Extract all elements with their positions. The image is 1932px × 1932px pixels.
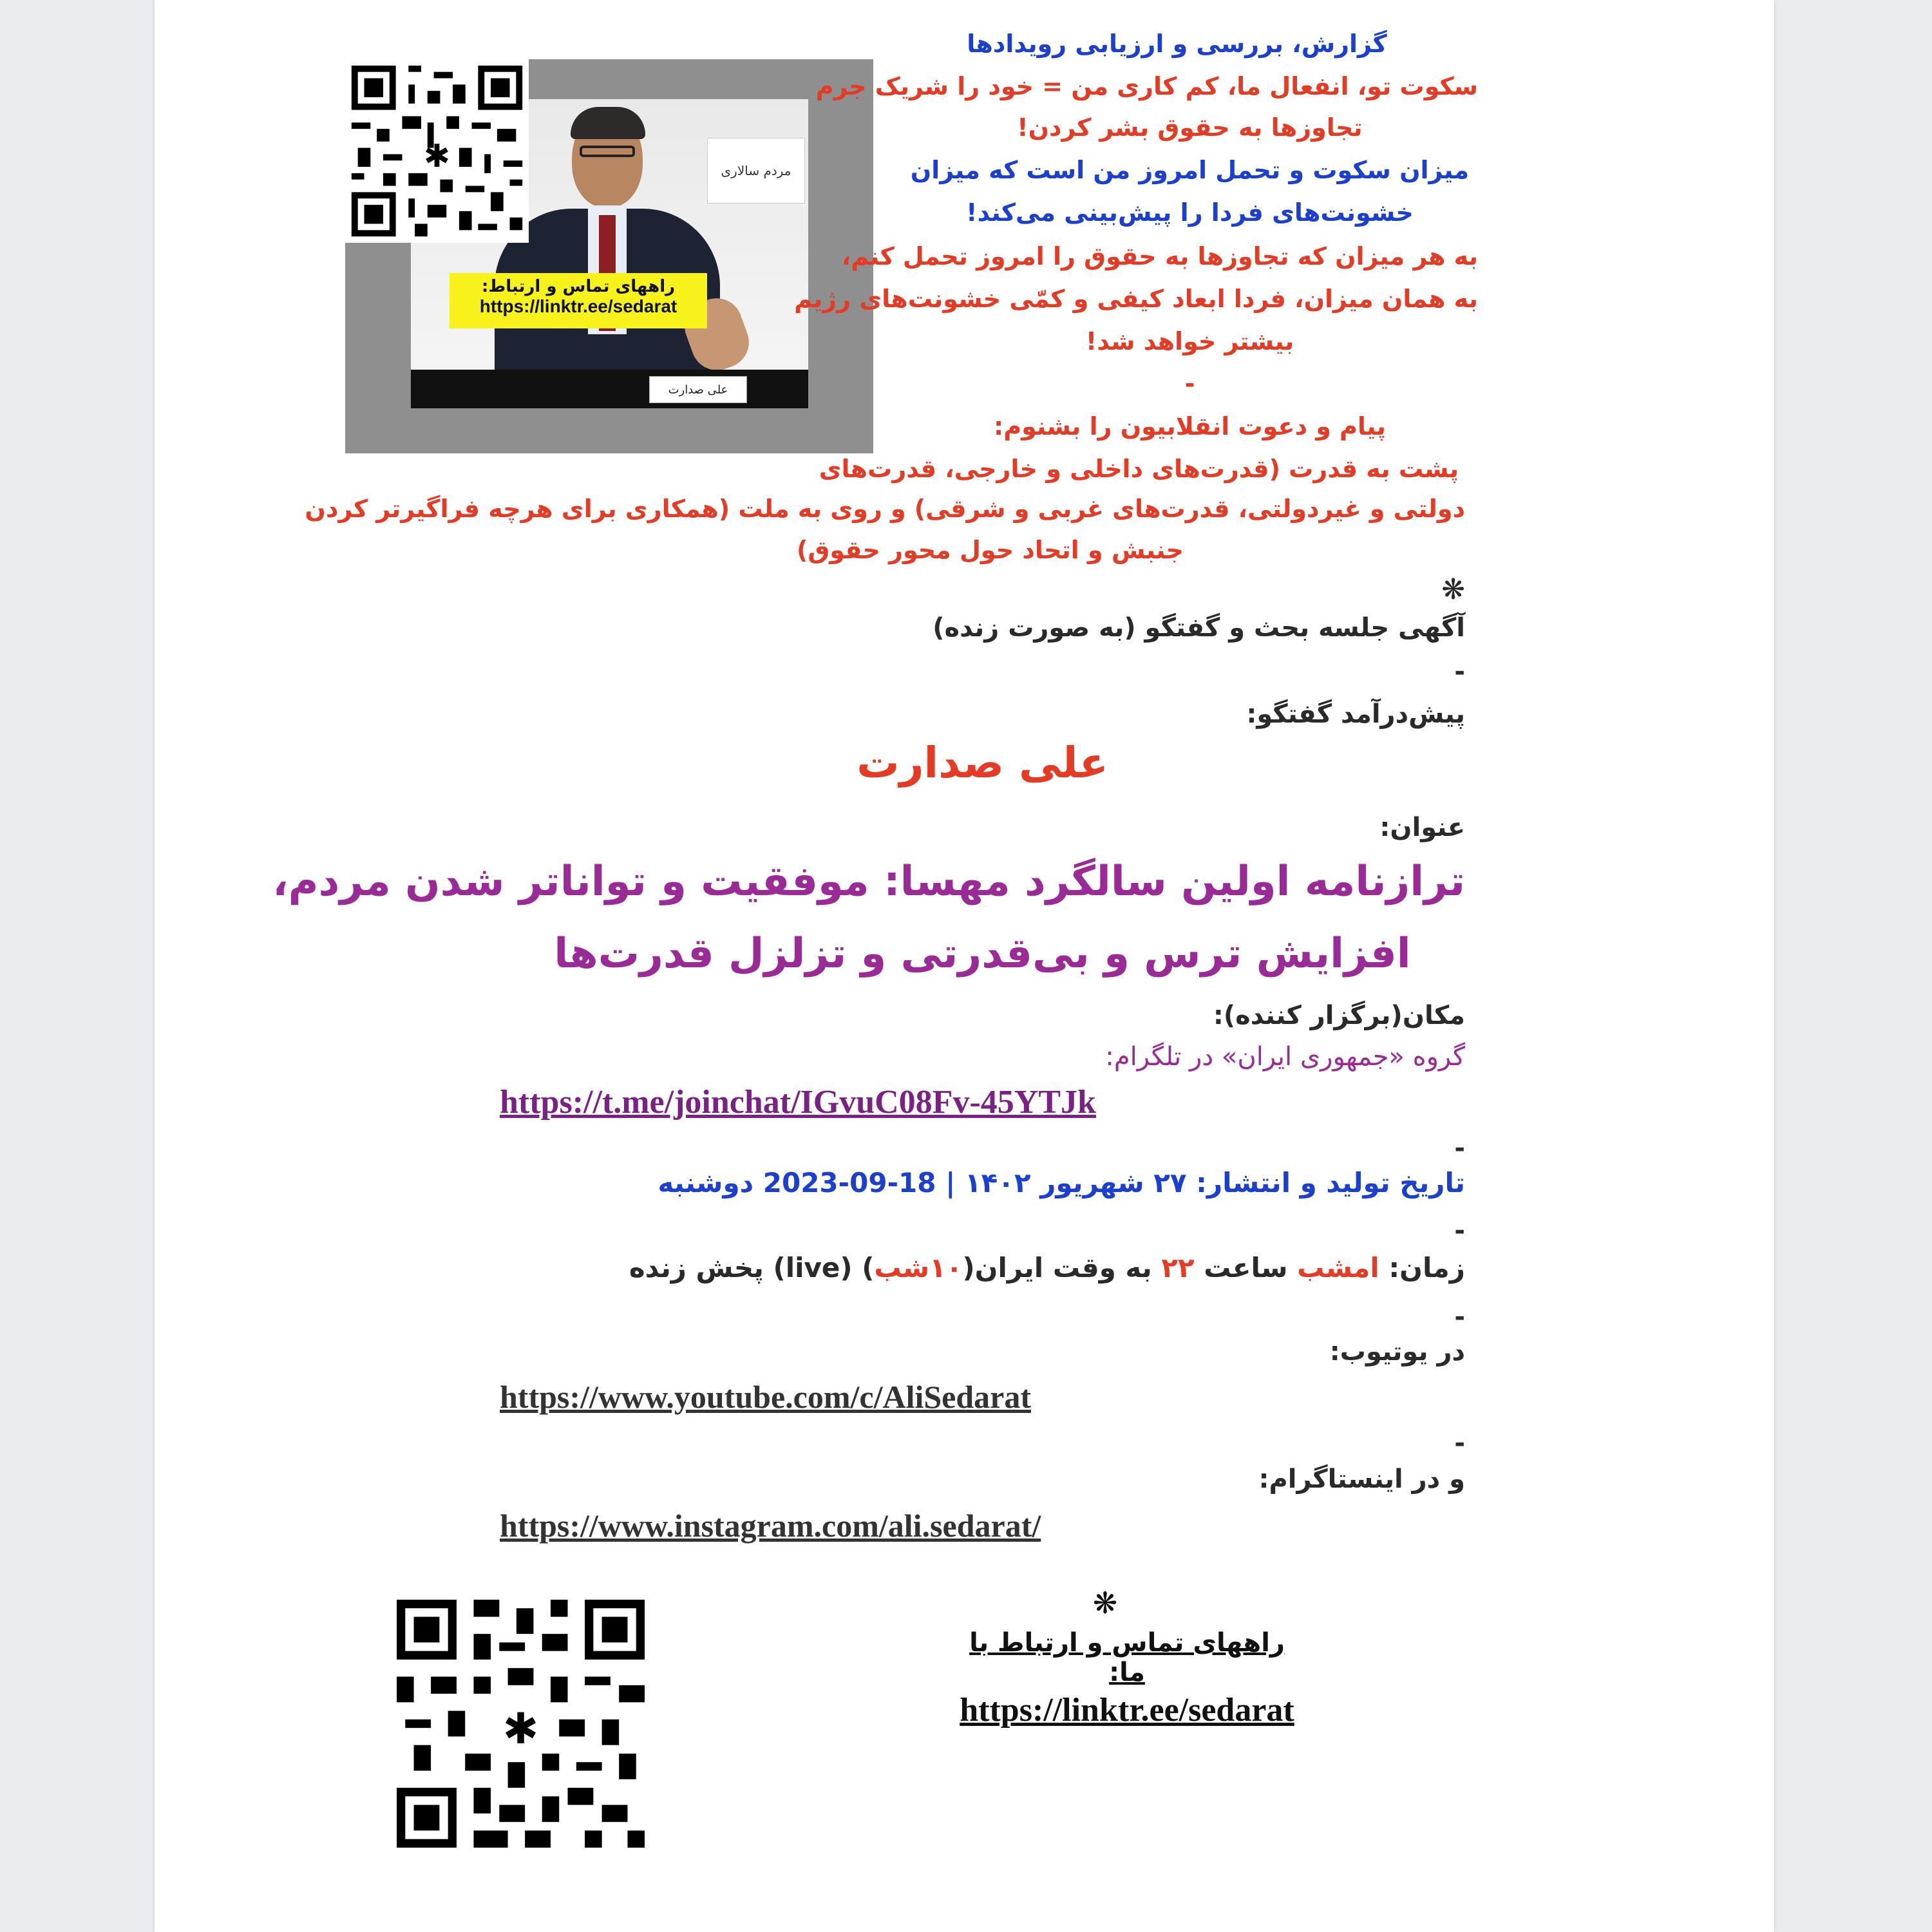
header-line-11: دولتی و غیردولتی، قدرت‌های غربی و شرقی) و روی به ملت (همکاری برای هرچه فراگیرتر کردن	[305, 495, 1465, 523]
header-line-2: سکوت تو، انفعال ما، کم کاری من = خود را شریک جرم	[815, 72, 1478, 100]
speaker-name: علی صدارت	[857, 738, 1108, 788]
header-line-9: پیام و دعوت انقلابیون را بشنوم:	[994, 412, 1386, 440]
youtube-label: در یوتیوب:	[1329, 1337, 1465, 1367]
header-line-10: پشت به قدرت (قدرت‌های داخلی و خارجی، قدرت‌های	[819, 455, 1459, 483]
header-line-6: به هر میزان که تجاوزها به حقوق را امروز تحمل کنم،	[841, 242, 1478, 270]
dash-2: -	[1454, 1133, 1465, 1163]
svg-text:✱: ✱	[423, 137, 451, 175]
header-line-7: به همان میزان، فردا ابعاد کیفی و کمّی خشونت‌های رژیم	[794, 285, 1478, 313]
time-mid: به وقت ایران(	[962, 1252, 1152, 1283]
nameplate: علی صدارت	[649, 376, 747, 403]
title-label: عنوان:	[1379, 813, 1465, 842]
time-tonight: امشب	[1297, 1252, 1379, 1283]
instagram-label: و در اینستاگرام:	[1258, 1464, 1465, 1494]
intro-label: پیش‌درآمد گفتگو:	[1246, 699, 1465, 729]
time-label: زمان:	[1388, 1252, 1465, 1283]
instagram-link[interactable]: https://www.instagram.com/ali.sedarat/	[500, 1508, 1041, 1544]
sign-text: مردم سالاری	[721, 163, 791, 178]
venue-label: مکان(برگزار کننده):	[1213, 1001, 1465, 1030]
header-line-5: خشونت‌های فردا را پیش‌بینی می‌کند!	[966, 198, 1414, 227]
youtube-link[interactable]: https://www.youtube.com/c/AliSedarat	[500, 1379, 1031, 1415]
separator-star: ❋	[1441, 573, 1465, 606]
document-page	[155, 0, 1774, 1932]
footer-qr-code-icon	[397, 1600, 645, 1848]
talk-title-line-1: ترازنامه اولین سالگرد مهسا: موفقیت و تواناتر شدن مردم،	[272, 858, 1465, 905]
dash-4: -	[1454, 1302, 1465, 1332]
dash-3: -	[1454, 1216, 1465, 1245]
qr-code-icon	[345, 59, 529, 243]
header-dash: -	[1184, 370, 1195, 398]
time-hour-word: ساعت	[1204, 1252, 1288, 1283]
header-line-8: بیشتر خواهد شد!	[1085, 327, 1294, 355]
footer-star: ❋	[1092, 1586, 1118, 1620]
footer-contact-label: راههای تماس و ارتباط با ما:	[969, 1628, 1285, 1687]
time-10pm: ۱۰شب	[874, 1252, 963, 1283]
talk-title-line-2: افزایش ترس و بی‌قدرتی و تزلزل قدرت‌ها	[554, 930, 1411, 978]
dash-5: -	[1454, 1428, 1465, 1458]
announcement-label: آگهی جلسه بحث و گفتگو (به صورت زنده)	[933, 613, 1465, 643]
footer-contact-link[interactable]: https://linktr.ee/sedarat	[960, 1692, 1294, 1728]
time-line	[500, 1252, 1465, 1283]
publish-date: تاریخ تولید و انتشار: ۲۷ شهریور ۱۴۰۲ | 18-09-2023 دوشنبه	[658, 1167, 1465, 1198]
header-line-1: گزارش، بررسی و ارزیابی رویدادها	[967, 30, 1387, 58]
time-end: ) (live) پخش زنده	[629, 1252, 875, 1283]
header-line-3: تجاوزها به حقوق بشر کردن!	[1017, 113, 1363, 142]
telegram-link[interactable]: https://t.me/joinchat/IGvuC08Fv-45YTJk	[500, 1084, 1096, 1121]
header-photo-block	[345, 59, 873, 453]
venue-text: گروه «جمهوری ایران» در تلگرام:	[1105, 1042, 1465, 1072]
header-line-4: میزان سکوت و تحمل امروز من است که میزان	[910, 156, 1470, 184]
time-hour: ۲۲	[1161, 1252, 1195, 1283]
svg-text:✱: ✱	[502, 1703, 539, 1754]
contact-banner: راههای تماس و ارتباط: https://linktr.ee/sedarat	[450, 273, 707, 328]
header-line-12: جنبش و اتحاد حول محور حقوق)	[796, 536, 1184, 564]
dash-1: -	[1454, 657, 1465, 687]
